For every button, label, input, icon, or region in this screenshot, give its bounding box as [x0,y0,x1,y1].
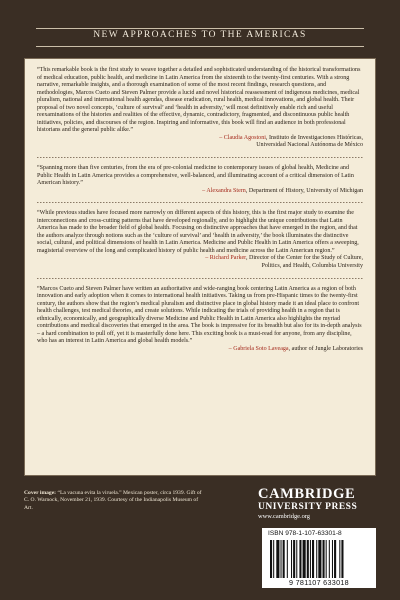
barcode-bar [287,540,288,578]
barcode-bar [303,540,306,578]
barcode-bar [281,540,282,578]
series-title: NEW APPROACHES TO THE AMERICAS [93,30,307,40]
review-1-attribution [37,135,363,150]
review-2-affiliation: , Department of History, University of Michigan [245,187,363,194]
review-divider [37,157,363,158]
barcode-bar [291,540,292,578]
reviews-panel [24,58,376,476]
review-1-affiliation: , Instituto de Investigaciones Históricas, [265,134,363,141]
barcode-bar [316,540,317,578]
barcode-bar [273,540,274,578]
publisher-logo [258,487,378,521]
cover-image-text: “La vacuna evita la viruela.” Mexican poster, circa 1939. Gift of C. O. Warnock, November 21, 1939. Courtesy of the Indianapolis Museum of Art. [24,490,202,511]
barcode-bar [334,540,336,578]
review-4-attribution [37,346,363,354]
review-1 [37,67,363,150]
barcode-bar [341,540,343,578]
review-4-text: “Marcos Cueto and Steven Palmer have written an authoritative and wide-ranging book centering Latin America as a region of both innovation and early adoption when it comes to international health initiatives. Taking us from pre-Hispanic times to the twenty-first century, the authors show that the region’s medical pluralism and distinctive place in global history made it an ideal place to confront health challenges, test medical theories, and create solutions. While indicating the trials of providing health in a region that is ethnically, economically, and geographically diverse Medicine and Public Health in Latin America also highlights the myriad contributions and medical discoveries that emerged in the area. The book is impressive for its breadth but also for its in-depth analysis – a hard combination to pull off, yet it is masterfully done here. This exciting book is a must-read for anyone, from any discipline, who has an interest in Latin America and global health models.” [37,285,362,345]
barcode-bar [270,540,272,578]
barcode-bar [307,540,309,578]
review-2-author: – Alexandra Stern [202,188,246,194]
barcode-bar [310,540,311,578]
cover-image-label: Cover image: [24,490,57,496]
barcode-digits: 9 781107 633018 [289,578,349,587]
review-3-author: – Richard Parker [205,255,246,261]
barcode-bar [318,540,321,578]
publisher-press: UNIVERSITY PRESS [258,502,358,512]
barcode-bar [276,540,279,578]
barcode-bar [283,540,285,578]
barcode-bar [296,540,297,578]
review-2-text: “Spanning more than five centuries, from the era of pre-colonial medicine to contemporary issues of global health, Medicine and Public Health in Latin America provides a comprehensive, well-balanced, and illuminating account of a critical dimension of Latin American history.” [37,165,354,187]
series-rule-top [36,28,364,29]
isbn-label: ISBN 978-1-107-63301-8 [268,530,342,537]
review-3-affiliation: , Director of the Center for the Study of Culture, [245,255,363,262]
barcode-bar [329,540,330,578]
review-divider [37,278,363,279]
review-4-affiliation: , author of Jungle Laboratories [288,345,363,352]
barcode-bar [312,540,314,578]
series-rule-bottom [36,46,364,47]
review-2-attribution [37,188,363,196]
barcode-bar [293,540,295,578]
review-4 [37,286,363,354]
review-3-attribution [37,255,363,270]
barcode-bar [323,540,325,578]
barcode-bar [299,540,301,578]
review-1-author: – Claudia Agostoni [219,135,266,141]
cover-image-credit [24,490,204,512]
review-divider [37,202,363,203]
review-3 [37,210,363,270]
publisher-name: CAMBRIDGE [258,486,356,502]
publisher-url: www.cambridge.org [258,513,310,520]
review-4-author: – Gabriela Soto Laveaga [229,346,289,352]
barcode-bar [339,540,340,578]
top-band [0,0,400,50]
review-1-affiliation-2: Universidad Nacional Autónoma de México [256,142,363,149]
barcode-bar [326,540,327,578]
review-1-text: “This remarkable book is the first study to weave together a detailed and sophisticated understanding of the historical transformations of medical education, public health, and medicine in Latin America from the sixteenth to the twenty-first centuries. With a strong narrative, remarkable insights, and a thorough examination of some of the most recent findings, research questions, and methodologies, Marcos Cueto and Steven Palmer provide a lucid and novel historical reassessment of indigenous medicines, medical pluralism, national and international health agendas, disease eradication, rural health, medical innovations, and global health. Their proposal of two novel concepts, ‘culture of survival’ and ‘health in adversity,’ will most definitively enable rich and useful reexaminations of the histories and realities of the effective, dynamic, contradictory, fragmented, and discontinuous public health initiatives, policies, and discourses of the region. Inspiring and informative, this book will find an audience in both professional historians and the general public alike.” [37,67,361,134]
review-2 [37,165,363,195]
barcode-icon [270,540,370,578]
review-3-text: “While previous studies have focused more narrowly on different aspects of this history, this is the first major study to examine the interconnections and cross-cutting patterns that have developed regionally, and to highlight the unique contributions that Latin America has made to the broader field of global health. Focusing on distinctive approaches that have emerged in the region, and that the authors analyze through notions such as the ‘culture of survival’ and ‘health in adversity,’ the book illuminates the distinctive social, cultural, and political dimensions of health in Latin America. Medicine and Public Health in Latin America offers a sweeping, magisterial overview of the long and complicated history of public health and medicine across the Latin American region.” [37,210,359,254]
review-3-affiliation-2: Politics, and Health, Columbia University [261,263,363,270]
barcode-bar [332,540,333,578]
